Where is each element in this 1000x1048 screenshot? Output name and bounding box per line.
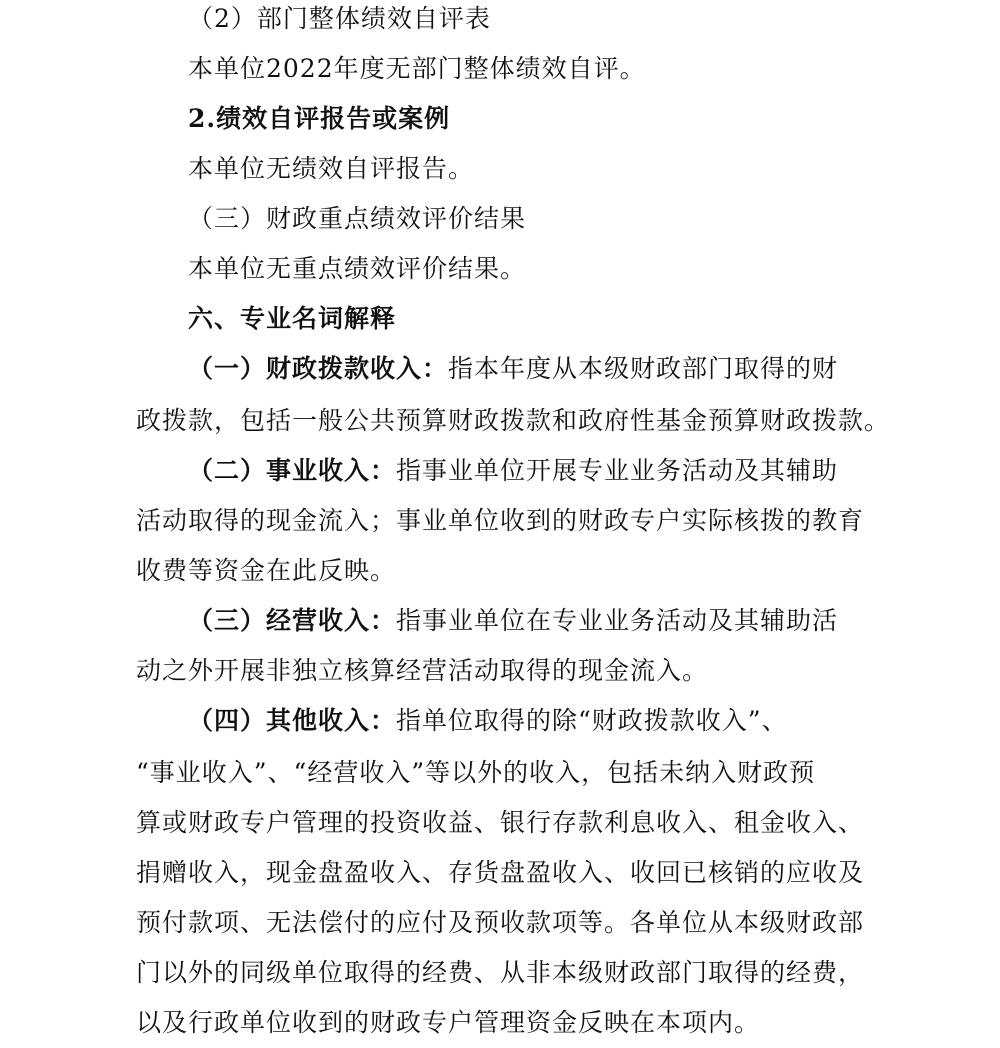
subsection-heading-dept-self-eval-table: （2）部门整体绩效自评表 <box>188 4 491 33</box>
paragraph-no-self-eval-report: 本单位无绩效自评报告。 <box>188 154 475 183</box>
term-operating-income <box>188 596 838 646</box>
term-label: （一）财政拨款收入： <box>188 354 449 383</box>
term-other-income-cont-2: 算或财政专户管理的投资收益、银行存款利息收入、租金收入、 <box>136 808 865 837</box>
paragraph-no-key-eval-results: 本单位无重点绩效评价结果。 <box>188 254 527 283</box>
term-operating-income-cont: 动之外开展非独立核算经营活动取得的现金流入。 <box>136 656 709 685</box>
section-heading-terminology: 六、专业名词解释 <box>188 304 397 333</box>
term-fiscal-appropriation <box>188 344 838 394</box>
term-definition: 指事业单位在专业业务活动及其辅助活 <box>396 606 839 635</box>
term-other-income-cont-4: 预付款项、无法偿付的应付及预收款项等。各单位从本级财政部 <box>136 908 865 937</box>
term-definition: 指本年度从本级财政部门取得的财 <box>448 354 839 383</box>
term-label: （二）事业收入： <box>188 456 397 485</box>
term-fiscal-appropriation-cont: 政拨款，包括一般公共预算财政拨款和政府性基金预算财政拨款。 <box>136 406 891 435</box>
term-business-income-cont-2: 收费等资金在此反映。 <box>136 556 397 585</box>
term-label: （三）经营收入： <box>188 606 397 635</box>
term-definition: 指事业单位开展专业业务活动及其辅助 <box>396 456 839 485</box>
term-label: （四）其他收入： <box>188 706 397 735</box>
term-business-income <box>188 446 838 496</box>
term-other-income-cont-6: 以及行政单位收到的财政专户管理资金反映在本项内。 <box>136 1008 761 1037</box>
term-other-income <box>188 696 788 746</box>
section-heading-self-eval-report: 2.绩效自评报告或案例 <box>188 104 451 133</box>
term-business-income-cont-1: 活动取得的现金流入；事业单位收到的财政专户实际核拨的教育 <box>136 506 865 535</box>
paragraph-no-dept-self-eval: 本单位2022年度无部门整体绩效自评。 <box>188 54 646 83</box>
term-other-income-cont-1: “事业收入”、“经营收入”等以外的收入，包括未纳入财政预 <box>136 758 816 787</box>
term-definition: 指单位取得的除“财政拨款收入”、 <box>396 706 788 735</box>
term-other-income-cont-3: 捐赠收入，现金盘盈收入、存货盘盈收入、收回已核销的应收及 <box>136 858 865 887</box>
term-other-income-cont-5: 门以外的同级单位取得的经费、从非本级财政部门取得的经费， <box>136 958 865 987</box>
subsection-heading-key-eval-results: （三）财政重点绩效评价结果 <box>188 204 527 233</box>
